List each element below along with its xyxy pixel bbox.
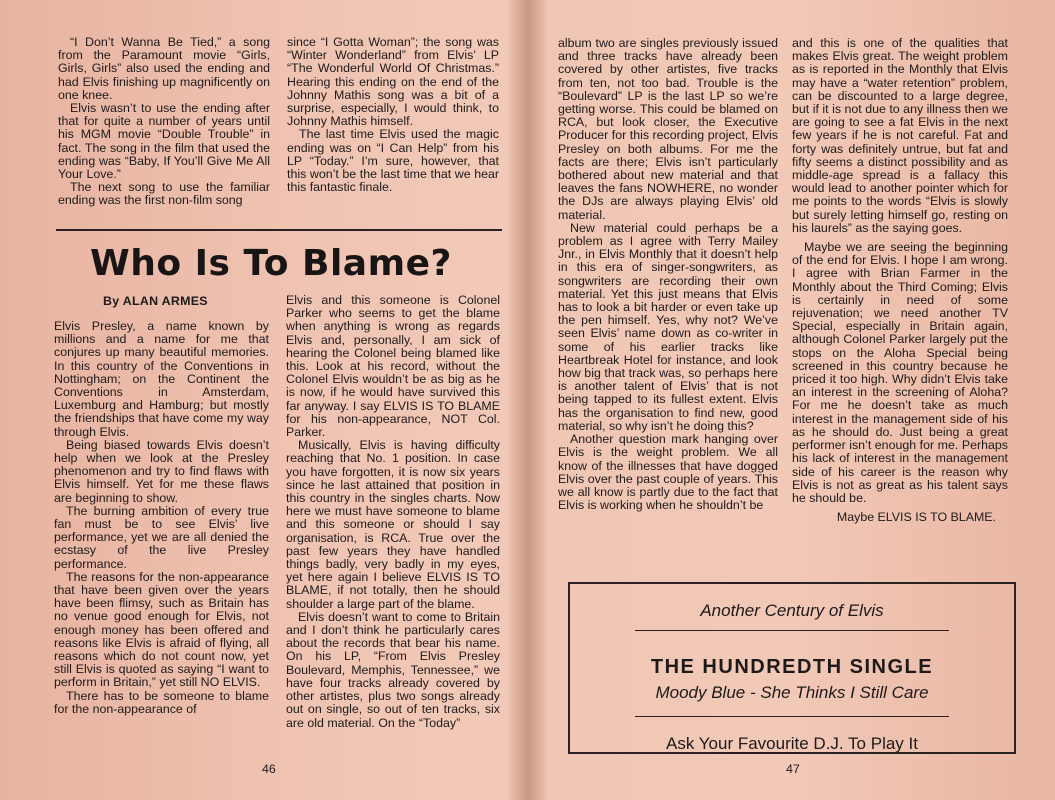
top-column-1 — [58, 36, 270, 208]
paragraph: since “I Gotta Woman”; the song was “Winter Wonderland” from Elvis’ LP “The Wonderful World Of Christmas.” Hearing this ending on the end of the Johnny Mathis song was a bit of a surprise, especially, I would think, to Johnny Mathis himself. — [287, 35, 499, 129]
page-number: 47 — [786, 762, 800, 776]
ad-song-titles: Moody Blue - She Thinks I Still Care — [655, 683, 929, 702]
ad-title: THE HUNDREDTH SINGLE — [650, 656, 934, 678]
article-headline: Who Is To Blame? — [90, 243, 452, 284]
paragraph: “I Don’t Wanna Be Tied,” a song from the Paramount movie “Girls, Girls, Girls” also used the ending and had Elvis finishing up magnificently on one knee. — [58, 35, 270, 102]
article-column-2 — [286, 294, 500, 730]
article-column-4 — [792, 37, 1008, 524]
paragraph: Maybe we are seeing the beginning of the end for Elvis. I hope I am wrong. I agree with Brian Farmer in the Monthly about the Third Coming; Elvis is certainly in need of some rejuvenation; we need another TV Special, especially in Britain again, although Colonel Parker largely put the stops on the Aloha Special being screened in this country because he priced it too high. Why didn’t Elvis take an interest in the screening of Aloha? For me he doesn’t take as much interest in the management side of his as he should do. Just being a great performer isn’t enough for me. Perhaps his lack of interest in the management side of his career is the reason why Elvis is not as great as his talent says he should be. — [792, 240, 1008, 505]
paragraph: album two are singles previously issued and three tracks have already been covered by other artistes, five tracks from ten, not too bad. Trouble is the “Boulevard” LP is the last LP so we’re getting worse. This could be blamed on RCA, but look closer, the Executive Producer for this recording project, Elvis Presley on both albums. For me the facts are there; Elvis isn’t particularly bothered about new material and that leaves the fans NOWHERE, no wonder the DJs are always playing Elvis’ old material. — [558, 36, 778, 222]
paragraph: The burning ambition of every true fan must be to see Elvis’ live performance, yet we are all denied the ecstasy of the live Presley performance. — [54, 503, 269, 571]
page-number: 46 — [262, 762, 276, 776]
advertisement-box — [568, 582, 1016, 754]
paragraph: The next song to use the familiar ending was the first non-film song — [58, 180, 270, 208]
paragraph: Being biased towards Elvis doesn’t help when we look at the Presley phenomenon and try to find flaws with Elvis himself. Yet for me these flaws are beginning to show. — [54, 437, 269, 505]
article-column-3 — [558, 37, 778, 512]
ad-call-to-action: Ask Your Favourite D.J. To Play It — [666, 734, 918, 753]
paragraph: There has to be someone to blame for the non-appearance of — [54, 688, 269, 716]
paragraph: Elvis Presley, a name known by millions and a name for me that conjures up many beautiful memories. In this country of the Conventions in Nottingham; on the Continent the Conventions in Amsterdam, Luxemburg and Hamburg; but mostly the friendships that have come my way through Elvis. — [54, 319, 269, 439]
paragraph: Elvis wasn’t to use the ending after that for quite a number of years until his MGM movie “Double Trouble” in fact. The song in the film that used the ending was “Baby, If You’ll Give Me All Your Love.” — [58, 101, 270, 182]
ad-tagline: Another Century of Elvis — [700, 601, 884, 620]
left-page — [0, 0, 524, 800]
paragraph: Elvis and this someone is Colonel Parker who seems to get the blame when anything is wrong as regards Elvis and, personally, I am sick of hearing the Colonel being blamed like this. Look at his record, without the Colonel Elvis wouldn’t be as big as he is now, if he would have survived this far anyway. I say ELVIS IS TO BLAME for his non-appearance, NOT Col. Parker. — [286, 293, 500, 440]
article-column-1 — [54, 320, 269, 716]
byline: By ALAN ARMES — [103, 294, 208, 308]
top-column-2 — [287, 36, 499, 194]
section-divider — [56, 229, 502, 231]
signoff: Maybe ELVIS IS TO BLAME. — [836, 510, 996, 525]
ad-divider — [635, 630, 949, 631]
paragraph: Another question mark hanging over Elvis is the weight problem. We all know of the illnesses that have dogged Elvis over the past couple of years. This we all know is partly due to the fact that Elvis is working when he shouldn’t be — [558, 432, 778, 513]
paragraph: Elvis doesn’t want to come to Britain and I don’t think he particularly cares about the records that bear his name. On his LP, “From Elvis Presley Boulevard, Memphis, Tennessee,” we have four tracks already covered by other artistes, plus two songs already out on single, so out of ten tracks, six are old material. On the “Today” — [286, 609, 500, 730]
right-page — [530, 0, 1055, 800]
ad-divider — [635, 716, 949, 717]
paragraph: Musically, Elvis is having difficulty reaching that No. 1 position. In case you have forgotten, it is now six years since he last attained that position in this country in the singles charts. Now here we must have someone to blame and this someone or should I say organisation, is RCA. True over the past few years they have handled things badly, very badly in my eyes, yet here again I believe ELVIS IS TO BLAME, if not totally, then he should shoulder a large part of the blame. — [286, 438, 500, 611]
paragraph: New material could perhaps be a problem as I agree with Terry Mailey Jnr., in Elvis Monthly that it doesn’t help in this era of singer-songwriters, as songwriters are recording their own material. Yet this just means that Elvis has to look a bit harder or even take up the pen himself. Yes, why not? We’ve seen Elvis’ name down as co-writer in some of his earlier tracks like Heartbreak Hotel for instance, and look how big that track was, so perhaps here is another talent of Elvis’ that is not being tapped to its fullest extent. Elvis has the organisation to find new, good material, so why isn’t he doing this? — [558, 220, 778, 433]
paragraph: The reasons for the non-appearance that have been given over the years have been flimsy, such as Britain has no venue good enough for Elvis, not enough money has been offered and reasons like Elvis is afraid of flying, all reasons which do not count now, yet still Elvis is quoted as saying “I want to perform in Britain,” yet still NO ELVIS. — [54, 569, 269, 690]
paragraph: The last time Elvis used the magic ending was on “I Can Help” from his LP “Today.” I’m sure, however, that this won’t be the last time that we hear this fantastic finale. — [287, 127, 499, 195]
paragraph: and this is one of the qualities that makes Elvis great. The weight problem as is reported in the Monthly that Elvis may have a “water retention” problem, can be discounted to a large degree, but if it is not due to any illness then we are going to see a fat Elvis in the next few years if he is not careful. Fat and forty was definitely untrue, but fat and fifty seems a distinct possibility and as middle-age spread is a fallacy this would lead to another pointer which for me points to the words “Elvis is slowly but surely letting himself go, resting on his laurels” as the saying goes. — [792, 36, 1008, 235]
